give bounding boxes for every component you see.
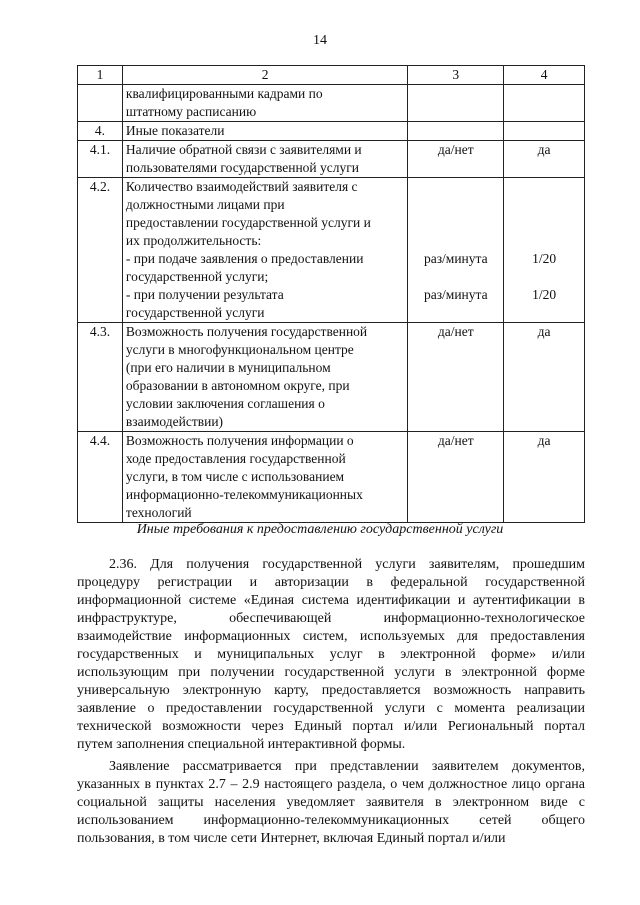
- paragraph-line: технической возможности через Единый портал и/или Региональный портал: [77, 719, 585, 734]
- normative-value-cell: [504, 323, 585, 432]
- normative-value: [507, 196, 581, 214]
- table-header-cell: 2: [122, 66, 407, 85]
- paragraph-application: [77, 758, 585, 848]
- indicator-line: их продолжительность:: [125, 233, 262, 248]
- unit-value: [411, 178, 500, 196]
- row-number: 4.1.: [78, 141, 123, 178]
- indicator-line: Возможность получения информации о: [125, 433, 354, 448]
- indicator-line: (при его наличии в муниципальном: [125, 360, 331, 375]
- normative-value-cell: [504, 178, 585, 323]
- table-header-cell: 1: [78, 66, 123, 85]
- section-title: Иные требования к предоставлению государственной услуги: [136, 522, 504, 537]
- unit-value: да/нет: [437, 142, 474, 157]
- indicator-name: [122, 323, 407, 432]
- table-header-cell: 4: [504, 66, 585, 85]
- row-number: [78, 85, 123, 122]
- indicator-line: условии заключения соглашения о: [125, 396, 325, 411]
- indicator-line: Количество взаимодействий заявителя с: [125, 179, 358, 194]
- unit-cell: [408, 85, 504, 122]
- indicator-name: [122, 122, 407, 141]
- unit-cell: [408, 122, 504, 141]
- indicator-line: пользователями государственной услуги: [125, 160, 360, 175]
- unit-cell: [408, 178, 504, 323]
- unit-value: да/нет: [437, 324, 474, 339]
- unit-value: [411, 304, 500, 322]
- normative-value: [507, 232, 581, 250]
- row-number: 4.: [78, 122, 123, 141]
- paragraph-line: заявление о предоставлении государственной услуги с момента реализации: [77, 701, 585, 716]
- normative-value: да: [537, 324, 551, 339]
- indicators-table: [77, 65, 585, 523]
- normative-value: да: [537, 433, 551, 448]
- indicator-name: [122, 432, 407, 523]
- indicator-line: штатному расписанию: [125, 104, 257, 119]
- normative-value: да: [537, 142, 551, 157]
- paragraph-line: инфраструктуре, обеспечивающей информационно-технологическое: [77, 611, 585, 626]
- table-row: [78, 323, 585, 432]
- indicator-line: Иные показатели: [125, 123, 225, 138]
- normative-value-cell: [504, 432, 585, 523]
- unit-value: [411, 214, 500, 232]
- unit-value: [411, 232, 500, 250]
- indicator-name: [122, 141, 407, 178]
- normative-value-cell: [504, 141, 585, 178]
- indicator-line: квалифицированными кадрами по: [125, 86, 323, 101]
- unit-cell: [408, 323, 504, 432]
- indicator-name: [122, 178, 407, 323]
- table-header-cell: 3: [408, 66, 504, 85]
- unit-value: раз/минута: [423, 287, 488, 302]
- indicator-line: предоставлении государственной услуги и: [125, 215, 371, 230]
- normative-value-cell: [504, 85, 585, 122]
- table-row: [78, 141, 585, 178]
- paragraph-line: указанных в пунктах 2.7 – 2.9 настоящего раздела, о чем должностное лицо органа: [77, 777, 585, 792]
- indicator-line: - при подаче заявления о предоставлении: [125, 251, 364, 266]
- paragraph-line: информационной системе «Единая система идентификации и аутентификации в: [77, 593, 585, 608]
- table-row: [78, 432, 585, 523]
- normative-value: [507, 268, 581, 286]
- paragraph-line: взаимодействие информационных систем, используемых для предоставления: [77, 629, 585, 644]
- normative-value: [507, 214, 581, 232]
- normative-value: 1/20: [532, 251, 557, 266]
- row-number: 4.3.: [78, 323, 123, 432]
- indicator-line: услуги в многофункциональном центре: [125, 342, 354, 357]
- table-row: [78, 122, 585, 141]
- table-row: [78, 85, 585, 122]
- indicator-line: Возможность получения государственной: [125, 324, 368, 339]
- paragraph-line: процедуру регистрации и авторизации в федеральной государственной: [77, 575, 585, 590]
- indicator-line: ходе предоставления государственной: [125, 451, 346, 466]
- table-body: [78, 66, 585, 523]
- unit-value: [411, 196, 500, 214]
- paragraph-line: использованием информационно-телекоммуникационных сетей общего: [77, 813, 585, 828]
- normative-value: [507, 178, 581, 196]
- indicator-line: услуги, в том числе с использованием: [125, 469, 345, 484]
- table-header-row: [78, 66, 585, 85]
- unit-cell: [408, 141, 504, 178]
- indicator-name: [122, 85, 407, 122]
- paragraph-2-36: [77, 556, 585, 754]
- paragraph-line: использующим при получении государственной услуги в электронной форме: [77, 665, 585, 680]
- indicator-line: государственной услуги;: [125, 269, 269, 284]
- indicator-line: государственной услуги: [125, 305, 265, 320]
- unit-value: да/нет: [437, 433, 474, 448]
- indicator-line: информационно-телекоммуникационных: [125, 487, 363, 502]
- paragraph-line: социальной защиты населения уведомляет заявителя в электронном виде с: [77, 795, 585, 810]
- paragraph-line: государственных и муниципальных услуг в электронной форме» и/или: [77, 647, 585, 662]
- normative-value: [507, 304, 581, 322]
- unit-cell: [408, 432, 504, 523]
- paragraph-line: 2.36. Для получения государственной услуги заявителям, прошедшим: [109, 557, 585, 572]
- paragraph-line: Заявление рассматривается при представлении заявителем документов,: [109, 759, 585, 774]
- paragraph-line: пользования, в том числе сети Интернет, включая Единый портал и/или: [77, 831, 506, 846]
- indicator-line: должностными лицами при: [125, 197, 285, 212]
- unit-value: [411, 268, 500, 286]
- normative-value: 1/20: [532, 287, 557, 302]
- row-number: 4.2.: [78, 178, 123, 323]
- indicator-line: образовании в автономном округе, при: [125, 378, 350, 393]
- unit-value: раз/минута: [423, 251, 488, 266]
- indicator-line: технологий: [125, 505, 192, 520]
- indicator-line: - при получении результата: [125, 287, 284, 302]
- normative-value-cell: [504, 122, 585, 141]
- table-row: [78, 178, 585, 323]
- indicator-line: взаимодействии): [125, 414, 224, 429]
- indicator-line: Наличие обратной связи с заявителями и: [125, 142, 362, 157]
- paragraph-line: путем заполнения специальной интерактивной формы.: [77, 737, 406, 752]
- page-number: 14: [313, 33, 327, 48]
- paragraph-line: универсальную электронную карту, предоставляется возможность направить: [77, 683, 585, 698]
- row-number: 4.4.: [78, 432, 123, 523]
